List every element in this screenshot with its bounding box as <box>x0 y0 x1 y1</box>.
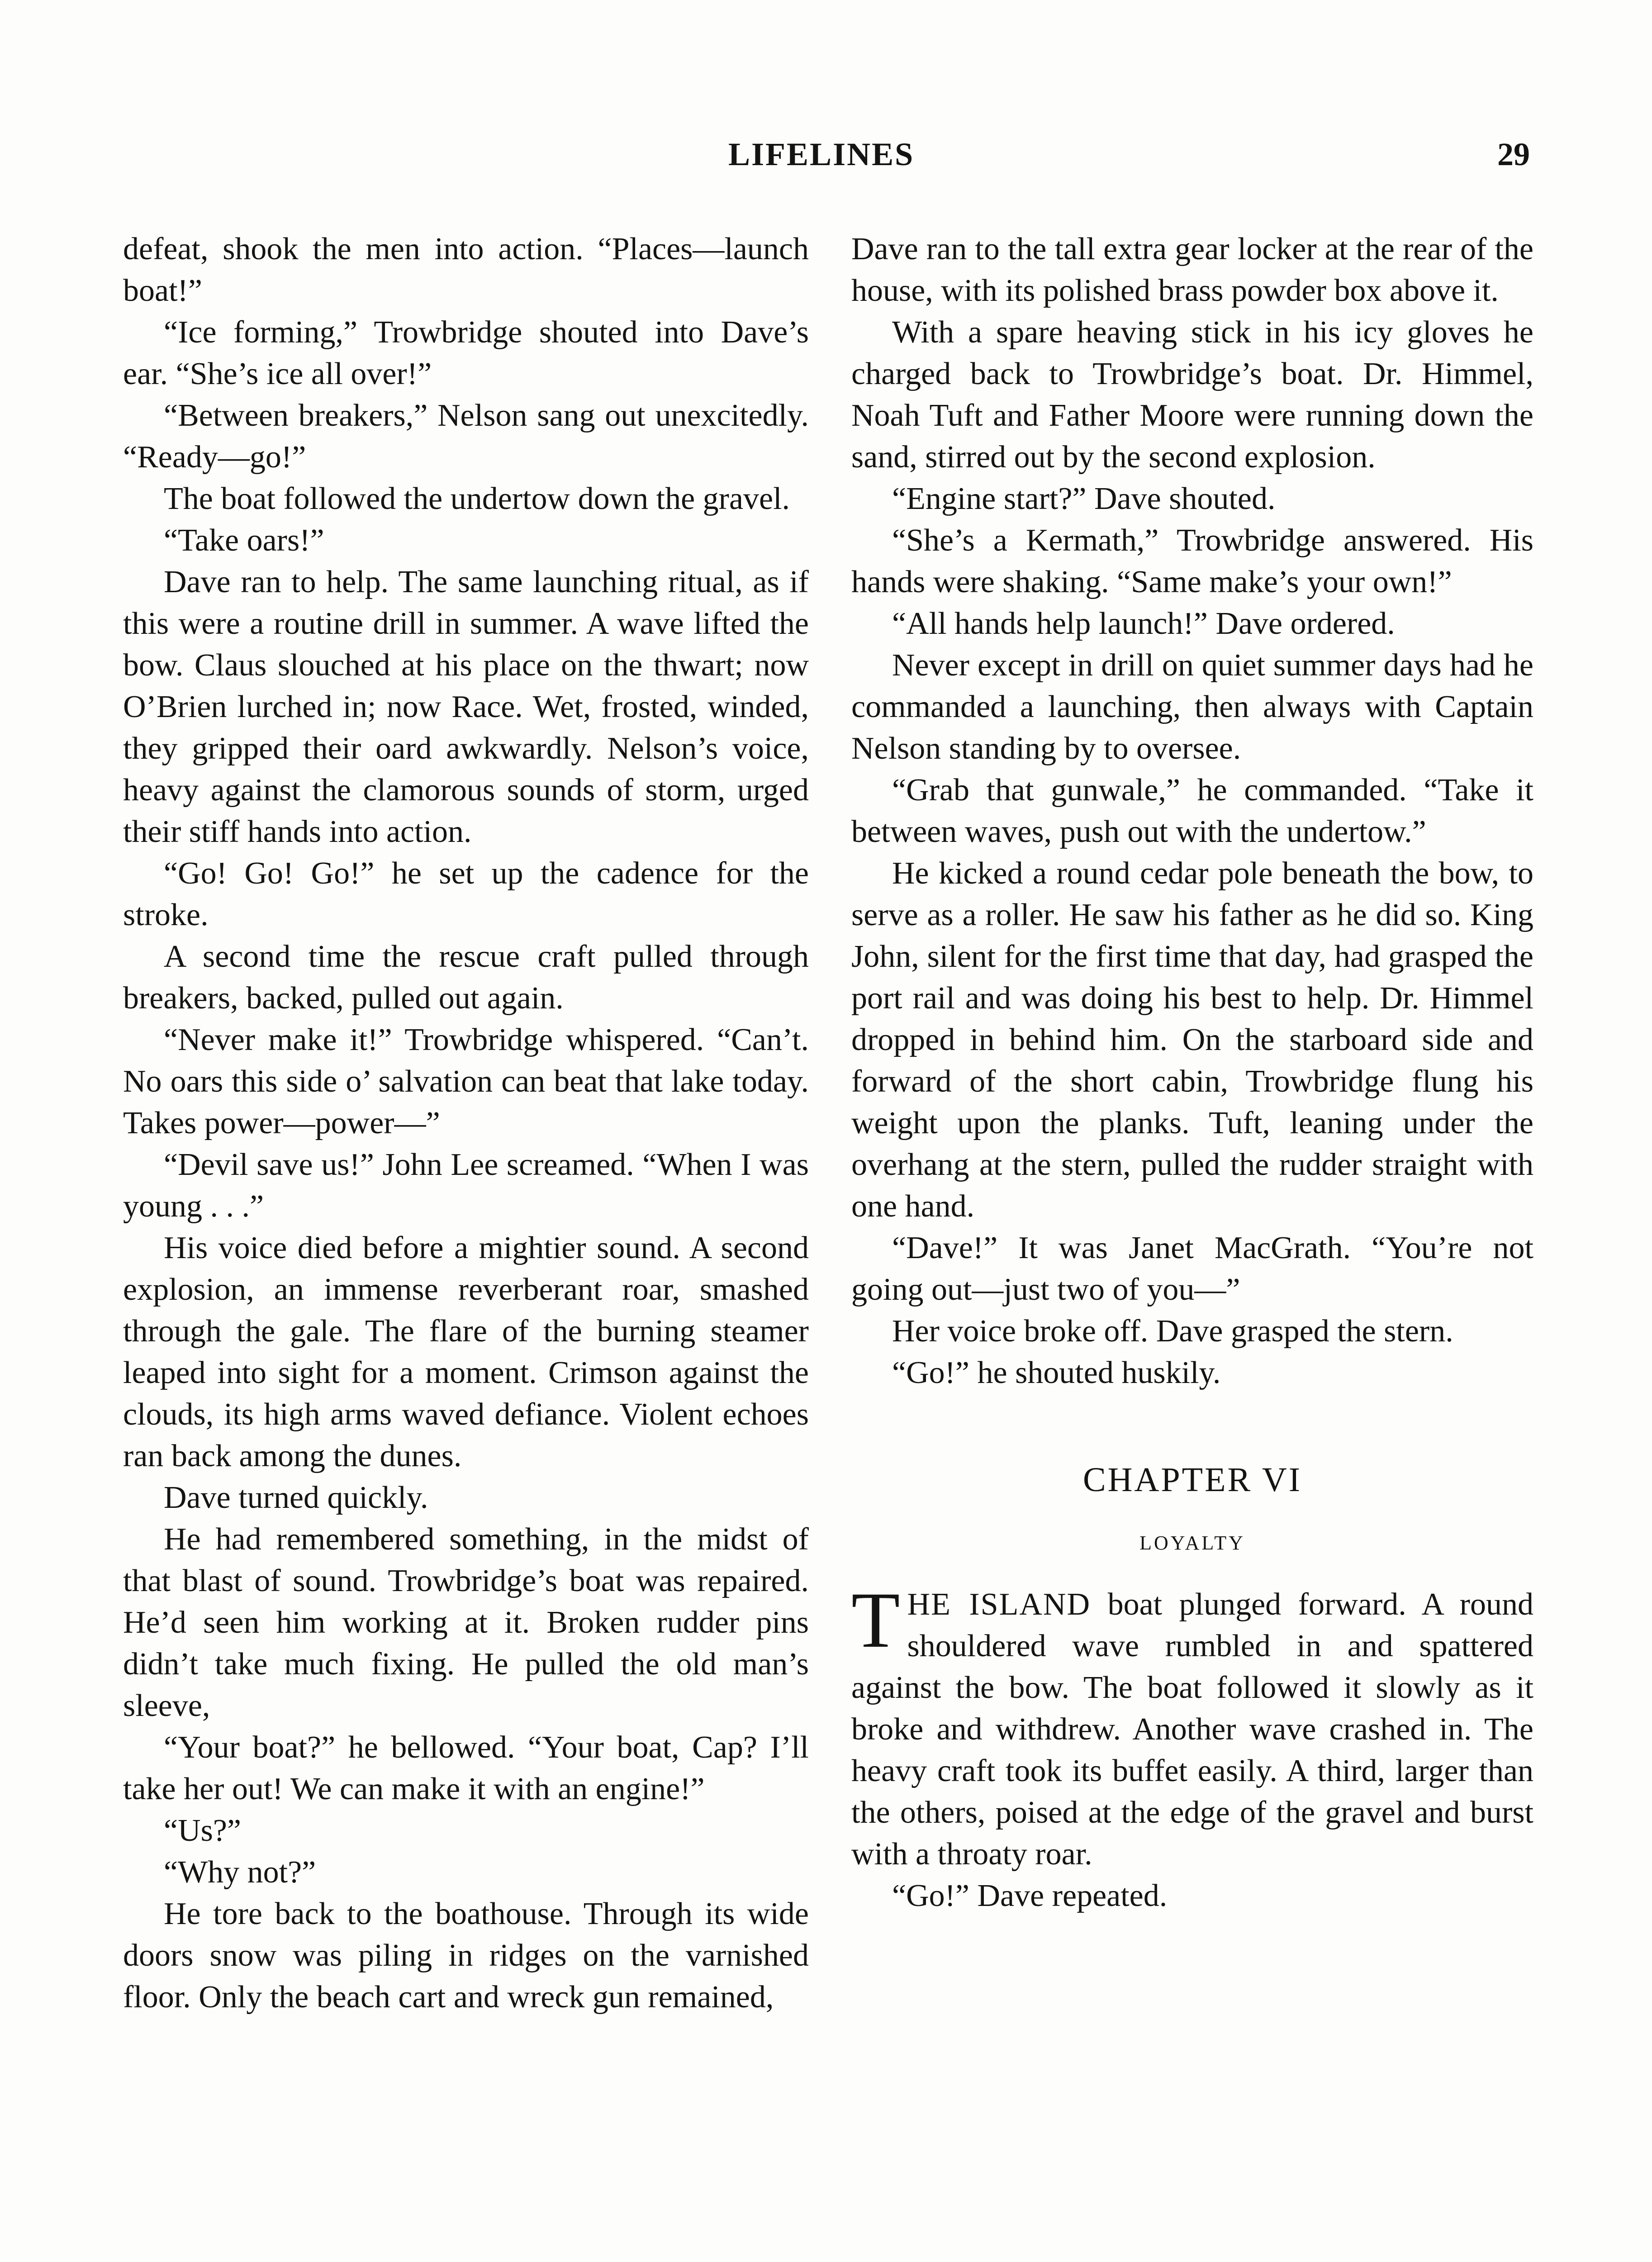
paragraph: His voice died before a mightier sound. A second explosion, an immense reverberant roar, smashed through the gale. The flare of the burning steamer leaped into sight for a moment. Crimson against the clouds, its high arms waved defiance. Violent echoes ran back among the dunes. <box>123 1231 809 1473</box>
paragraph: “Dave!” It was Janet MacGrath. “You’re not going out—just two of you—” <box>851 1231 1533 1307</box>
paragraph: Dave ran to help. The same launching ritual, as if this were a routine drill in summer. A wave lifted the bow. Claus slouched at his place on the thwart; now O’Brien lurched in; now Race. Wet, frosted, winded, they gripped their oard awkwardly. Nelson’s voice, heavy against the clamorous sounds of storm, urged their stiff hands into action. <box>123 565 809 849</box>
paragraph: A second time the rescue craft pulled through breakers, backed, pulled out again. <box>123 939 809 1016</box>
opening-text: boat plunged forward. A round shouldered wave rumbled in and spattered against the bow. The boat followed it slowly as it broke and withdrew. Another wave crashed in. The heavy craft took its buffet easily. A third, larger than the others, poised at the edge of the gravel and burst with a throaty roar. <box>851 1587 1533 1872</box>
paragraph: “Your boat?” he bellowed. “Your boat, Cap? I’ll take her out! We can make it with an engine!” <box>123 1730 809 1806</box>
chapter-subtitle: LOYALTY <box>1139 1532 1245 1554</box>
page-number: 29 <box>1497 136 1530 172</box>
paragraph: “Why not?” <box>164 1855 316 1890</box>
running-title: LIFELINES <box>728 136 915 172</box>
paragraph: Dave ran to the tall extra gear locker at the rear of the house, with its polished brass powder box above it. <box>851 232 1533 308</box>
left-column <box>123 228 809 2018</box>
paragraph: “Engine start?” Dave shouted. <box>892 481 1276 516</box>
paragraph: “Between breakers,” Nelson sang out unexcitedly. “Ready—go!” <box>123 398 809 475</box>
chapter-opening-paragraph <box>851 1576 1533 1875</box>
paragraph: He tore back to the boathouse. Through its wide doors snow was piling in ridges on the varnished floor. Only the beach cart and wreck gun remained, <box>123 1896 809 2015</box>
paragraph: The boat followed the undertow down the gravel. <box>164 481 790 516</box>
paragraph: Her voice broke off. Dave grasped the stern. <box>892 1314 1453 1349</box>
paragraph: Never except in drill on quiet summer days had he commanded a launching, then always with Captain Nelson standing by to oversee. <box>851 648 1533 766</box>
running-header <box>0 136 1652 185</box>
paragraph: “Devil save us!” John Lee screamed. “When I was young . . .” <box>123 1147 809 1224</box>
paragraph: “Never make it!” Trowbridge whispered. “Can’t. No oars this side o’ salvation can beat that lake today. Takes power—power—” <box>123 1022 809 1141</box>
paragraph: “Go! Go! Go!” he set up the cadence for the stroke. <box>123 856 809 932</box>
paragraph: “Us?” <box>164 1813 242 1848</box>
paragraph: defeat, shook the men into action. “Places—launch boat!” <box>123 232 809 308</box>
paragraph: “She’s a Kermath,” Trowbridge answered. His hands were shaking. “Same make’s your own!” <box>851 523 1533 599</box>
right-column <box>851 228 1533 1917</box>
paragraph: “Ice forming,” Trowbridge shouted into Dave’s ear. “She’s ice all over!” <box>123 315 809 391</box>
drop-cap: T <box>851 1576 900 1664</box>
chapter-title: CHAPTER VI <box>1082 1461 1302 1499</box>
paragraph: He had remembered something, in the midst of that blast of sound. Trowbridge’s boat was repaired. He’d seen him working at it. Broken rudder pins didn’t take much fixing. He pulled the old man’s sleeve, <box>123 1522 809 1723</box>
paragraph: “All hands help launch!” Dave ordered. <box>892 606 1395 641</box>
lead-words: HE ISLAND <box>907 1587 1091 1622</box>
paragraph: “Go!” Dave repeated. <box>892 1878 1168 1913</box>
paragraph: “Go!” he shouted huskily. <box>892 1355 1221 1390</box>
paragraph: With a spare heaving stick in his icy gloves he charged back to Trowbridge’s boat. Dr. Himmel, Noah Tuft and Father Moore were running down the sand, stirred out by the second explosion. <box>851 315 1533 475</box>
paragraph: Dave turned quickly. <box>164 1480 428 1515</box>
paragraph: He kicked a round cedar pole beneath the bow, to serve as a roller. He saw his father as he did so. King John, silent for the first time that day, had grasped the port rail and was doing his best to help. Dr. Himmel dropped in behind him. On the starboard side and forward of the short cabin, Trowbridge flung his weight upon the planks. Tuft, leaning under the overhang at the stern, pulled the rudder straight with one hand. <box>851 856 1533 1224</box>
paragraph: “Grab that gunwale,” he commanded. “Take it between waves, push out with the undertow.” <box>851 773 1533 849</box>
paragraph: “Take oars!” <box>164 523 324 558</box>
